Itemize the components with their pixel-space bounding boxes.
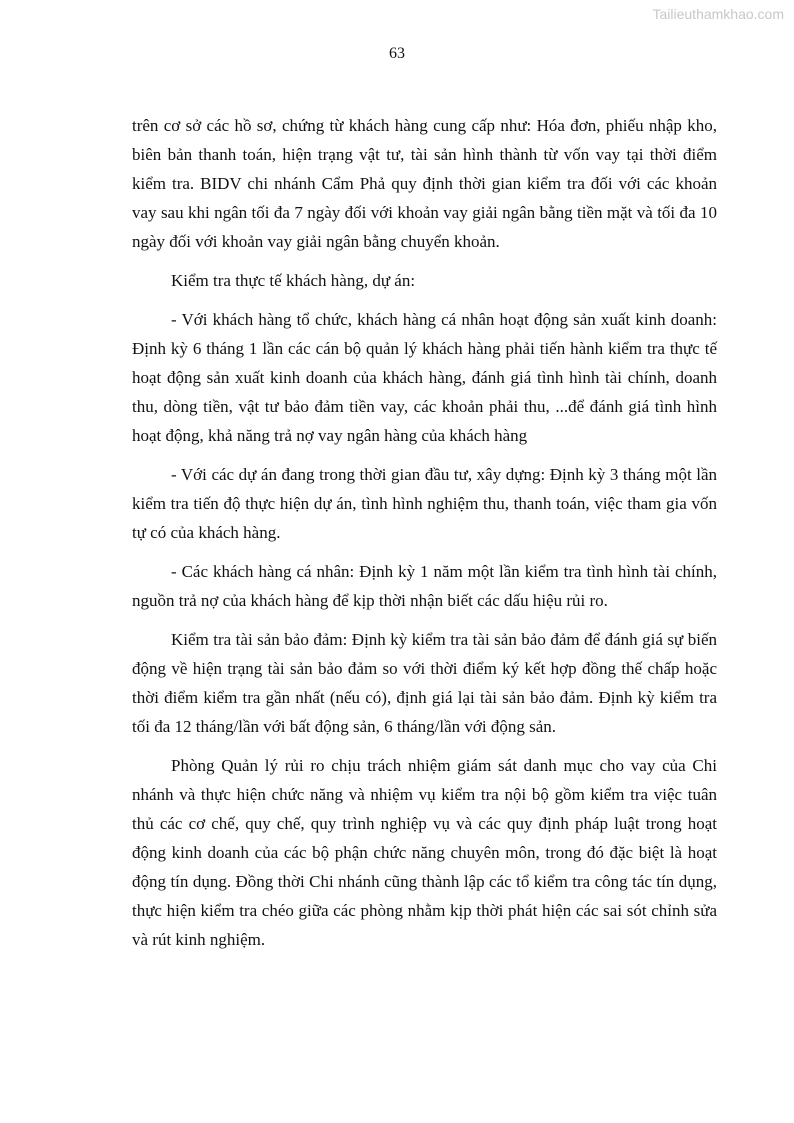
watermark-text: Tailieuthamkhao.com bbox=[652, 6, 784, 22]
paragraph-risk-management-dept: Phòng Quản lý rủi ro chịu trách nhiệm giám sát danh mục cho vay của Chi nhánh và thực hiện chức năng và nhiệm vụ kiểm tra nội bộ gồm kiểm tra việc tuân thủ các cơ chế, quy chế, quy trình nghiệp vụ và các quy định pháp luật trong hoạt động kinh doanh của các bộ phận chức năng chuyên môn, trong đó đặc biệt là hoạt động tín dụng. Đồng thời Chi nhánh cũng thành lập các tổ kiểm tra công tác tín dụng, thực hiện kiểm tra chéo giữa các phòng nhằm kịp thời phát hiện các sai sót chỉnh sửa và rút kinh nghiệm. bbox=[132, 756, 717, 949]
paragraph-individual-customers: - Các khách hàng cá nhân: Định kỳ 1 năm một lần kiểm tra tình hình tài chính, nguồn trả nợ của khách hàng để kịp thời nhận biết các dấu hiệu rủi ro. bbox=[132, 562, 717, 610]
paragraph-loan-check-timing: trên cơ sở các hồ sơ, chứng từ khách hàng cung cấp như: Hóa đơn, phiếu nhập kho, biên bản thanh toán, hiện trạng vật tư, tài sản hình thành từ vốn vay tại thời điểm kiểm tra. BIDV chi nhánh Cẩm Phả quy định thời gian kiểm tra đối với các khoản vay sau khi ngân tối đa 7 ngày đối với khoản vay giải ngân bằng tiền mặt và tối đa 10 ngày đối với khoản vay giải ngân bằng chuyển khoản. bbox=[132, 116, 717, 251]
paragraph-collateral-inspection: Kiểm tra tài sản bảo đảm: Định kỳ kiểm tra tài sản bảo đảm để đánh giá sự biến động về hiện trạng tài sản bảo đảm so với thời điểm ký kết hợp đồng thế chấp hoặc thời điểm kiểm tra gần nhất (nếu có), định giá lại tài sản bảo đảm. Định kỳ kiểm tra tối đa 12 tháng/lần với bất động sản, 6 tháng/lần với động sản. bbox=[132, 630, 717, 736]
document-body bbox=[132, 111, 717, 964]
paragraph-business-customers: - Với khách hàng tổ chức, khách hàng cá nhân hoạt động sản xuất kinh doanh: Định kỳ 6 tháng 1 lần các cán bộ quản lý khách hàng phải tiến hành kiểm tra thực tế hoạt động sản xuất kinh doanh của khách hàng, đánh giá tình hình tài chính, doanh thu, dòng tiền, vật tư bảo đảm tiền vay, các khoản phải thu, ...để đánh giá tình hình hoạt động, khả năng trả nợ vay ngân hàng của khách hàng bbox=[132, 310, 717, 445]
paragraph-projects-under-construction: - Với các dự án đang trong thời gian đầu tư, xây dựng: Định kỳ 3 tháng một lần kiểm tra tiến độ thực hiện dự án, tình hình nghiệm thu, thanh toán, việc tham gia vốn tự có của khách hàng. bbox=[132, 465, 717, 542]
page-number: 63 bbox=[389, 45, 405, 62]
paragraph-field-inspection-heading: Kiểm tra thực tế khách hàng, dự án: bbox=[171, 271, 416, 290]
